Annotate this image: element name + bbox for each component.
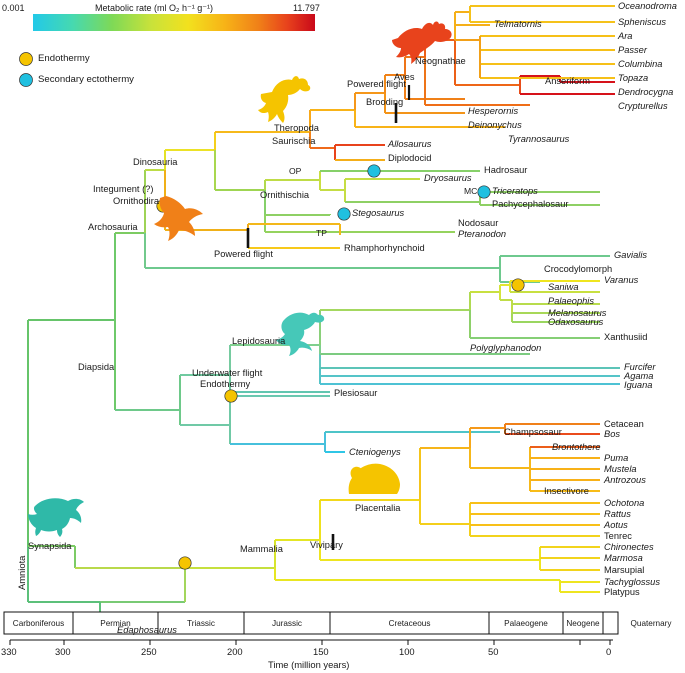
clade-label-placentalia: Placentalia <box>355 503 401 513</box>
tip-label-varanus: Varanus <box>604 275 639 285</box>
tip-label-bos: Bos <box>604 429 621 439</box>
tick-300: 300 <box>55 646 71 657</box>
tip-label-platypus: Platypus <box>604 587 640 597</box>
clade-label-lepidosauria: Lepidosauria <box>232 336 286 346</box>
tip-label-deinonychus: Deinonychus <box>468 120 522 130</box>
axis-label-time: Time (million years) <box>268 659 350 670</box>
period-quaternary: Quaternary <box>630 619 672 628</box>
tip-label-marsupial: Marsupial <box>604 565 645 575</box>
tip-label-nodosaur: Nodosaur <box>458 218 499 228</box>
clade-label-amniota: Amniota <box>16 555 27 590</box>
annotation-mc: MC <box>464 186 478 196</box>
tip-label-brontothere: Brontothere <box>552 442 601 452</box>
circle-triceratops-ectothermy <box>478 186 490 198</box>
tip-label-topaza: Topaza <box>618 73 649 83</box>
tip-label-tachyglossus: Tachyglossus <box>604 577 660 587</box>
circle-plesiosaur-endothermy <box>225 390 237 402</box>
clade-label-theropoda: Theropoda <box>274 123 319 133</box>
tip-label-champsosaur: Champsosaur <box>504 427 562 437</box>
tip-label-hesperornis: Hesperornis <box>468 106 519 116</box>
tip-label-plesiosaur: Plesiosaur <box>334 388 378 398</box>
tip-label-rattus: Rattus <box>604 509 631 519</box>
clade-label-saurischia: Saurischia <box>272 136 316 146</box>
clade-label-dinosauria: Dinosauria <box>133 157 178 167</box>
circle-varanid-endothermy <box>512 279 524 291</box>
tick-0: 0 <box>606 646 612 657</box>
clade-label-neognathae: Neognathae <box>415 56 466 66</box>
tip-label-oceanodroma: Oceanodroma <box>618 1 677 11</box>
legend-label-secondary-ectothermy: Secondary ectothermy <box>38 74 134 85</box>
period-carboniferous: Carboniferous <box>12 619 65 628</box>
tip-label-passer: Passer <box>618 45 647 55</box>
tip-label-edaphosaurus: Edaphosaurus <box>117 625 177 635</box>
annotation-powered-flight-bird: Powered flight <box>347 79 406 89</box>
period-jurassic: Jurassic <box>271 619 303 628</box>
tip-label-triceratops: Triceratops <box>492 186 538 196</box>
tip-label-tenrec: Tenrec <box>604 531 632 541</box>
colorbar-max-label: 11.797 <box>293 3 320 13</box>
tip-label-aotus: Aotus <box>604 520 628 530</box>
annotation-powered-flight-pterosaur: Powered flight <box>214 249 273 259</box>
tip-label-cteniogenys: Cteniogenys <box>349 447 401 457</box>
circle-hadrosaur-ectothermy <box>368 165 380 177</box>
tip-label-insectivore: Insectivore <box>544 486 589 496</box>
tip-label-dryosaurus: Dryosaurus <box>424 173 472 183</box>
annotation-brooding: Brooding <box>366 97 404 107</box>
tip-label-diplodocid: Diplodocid <box>388 153 432 163</box>
tip-label-allosaurus: Allosaurus <box>388 139 432 149</box>
annotation-endothermy: Endothermy <box>200 379 251 389</box>
tip-label-chironectes: Chironectes <box>604 542 654 552</box>
tip-label-tyrannosaurus: Tyrannosaurus <box>508 134 570 144</box>
tick-250: 250 <box>141 646 157 657</box>
tip-label-puma: Puma <box>604 453 629 463</box>
time-axis <box>4 612 618 645</box>
annotation-integument: Integument (?) <box>93 184 154 194</box>
clade-label-ornithischia: Ornithischia <box>260 190 310 200</box>
tip-label-mustela: Mustela <box>604 464 637 474</box>
tip-label-hadrosaur: Hadrosaur <box>484 165 528 175</box>
tip-label-ochotona: Ochotona <box>604 498 645 508</box>
colorbar-min-label: 0.001 <box>2 3 25 13</box>
circle-mammal-endothermy <box>179 557 191 569</box>
colorbar-title: Metabolic rate (ml O₂ h⁻¹ g⁻¹) <box>95 3 214 13</box>
annotation-op: OP <box>289 166 302 176</box>
tip-label-columbina: Columbina <box>618 59 663 69</box>
tip-label-pachycephalosaur: Pachycephalosaur <box>492 199 569 209</box>
tip-label-xanthusiid: Xanthusiid <box>604 332 648 342</box>
tip-label-palaeophis: Palaeophis <box>548 296 595 306</box>
metabolic-rate-colorbar <box>33 14 315 31</box>
synapsid-silhouette <box>28 498 84 537</box>
period-palaeogene: Palaeogene <box>504 619 548 628</box>
tick-150: 150 <box>313 646 329 657</box>
pterosaur-silhouette <box>154 196 203 241</box>
annotation-vivipary: Vivipary <box>310 540 343 550</box>
period-permian: Permian <box>100 619 131 628</box>
legend-dot-secondary-ectothermy <box>20 74 33 87</box>
annotation-tp: TP <box>316 228 327 238</box>
tick-100: 100 <box>399 646 415 657</box>
tip-label-telmatornis: Telmatornis <box>494 19 542 29</box>
tip-label-rhamphorhynchoid: Rhamphorhynchoid <box>344 243 425 253</box>
legend-label-endothermy: Endothermy <box>38 53 90 64</box>
clade-label-synapsida: Synapsida <box>28 541 72 551</box>
annotation-underwater-flight: Underwater flight <box>192 368 263 378</box>
tip-label-anseriform: Anseriform <box>545 76 590 86</box>
tip-label-agama: Agama <box>624 371 654 381</box>
tick-50: 50 <box>488 646 499 657</box>
clade-label-aves: Aves <box>394 72 415 82</box>
lizard-silhouette <box>276 313 324 356</box>
tip-label-dendrocygna: Dendrocygna <box>618 87 674 97</box>
tip-label-antrozous: Antrozous <box>604 475 646 485</box>
tip-label-ara: Ara <box>618 31 633 41</box>
period-neogene: Neogene <box>566 619 600 628</box>
tip-label-spheniscus: Spheniscus <box>618 17 667 27</box>
period-triassic: Triassic <box>187 619 215 628</box>
clade-label-diapsida: Diapsida <box>78 362 115 372</box>
tip-label-crypturellus: Crypturellus <box>618 101 668 111</box>
period-cretaceous: Cretaceous <box>388 619 431 628</box>
tick-330: 330 <box>1 646 17 657</box>
tip-label-polyglyphanodon: Polyglyphanodon <box>470 343 542 353</box>
legend-dot-endothermy <box>20 53 33 66</box>
tip-label-odaxosaurus: Odaxosaurus <box>548 317 604 327</box>
tip-label-melanosaurus: Melanosaurus <box>548 308 607 318</box>
tip-label-iguana: Iguana <box>624 380 653 390</box>
clade-label-mammalia: Mammalia <box>240 544 283 554</box>
tip-label-gavialis: Gavialis <box>614 250 648 260</box>
tip-label-crocodylomorph: Crocodylomorph <box>544 264 613 274</box>
clade-label-ornithodira: Ornithodira <box>113 196 159 206</box>
tip-label-stegosaurus: Stegosaurus <box>352 208 405 218</box>
tip-label-marmosa: Marmosa <box>604 553 643 563</box>
tick-200: 200 <box>227 646 243 657</box>
theropod-silhouette <box>258 76 310 123</box>
circle-stegosaurus-ectothermy <box>338 208 350 220</box>
tip-label-cetacean: Cetacean <box>604 419 644 429</box>
tip-label-pteranodon: Pteranodon <box>458 229 507 239</box>
clade-label-archosauria: Archosauria <box>88 222 138 232</box>
tip-label-saniwa: Saniwa <box>548 282 579 292</box>
tip-label-furcifer: Furcifer <box>624 362 656 372</box>
